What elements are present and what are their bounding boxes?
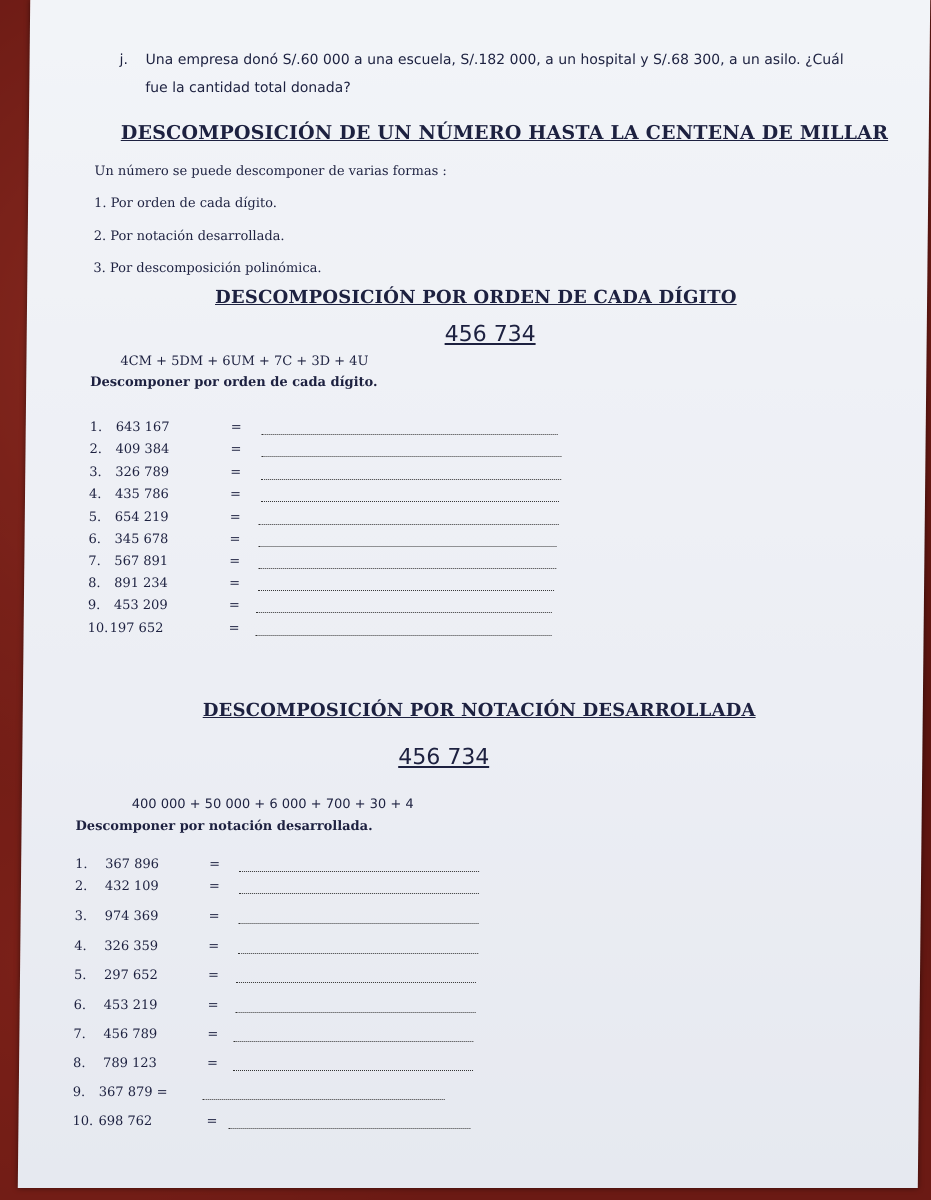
exercise-number: 1. xyxy=(75,857,88,872)
exercise-value: 891 234 xyxy=(114,576,168,591)
exercise-number: 10. xyxy=(87,621,109,636)
exercise-number: 3. xyxy=(74,909,88,924)
answer-line[interactable] xyxy=(256,635,552,636)
section1-instruction: Descomponer por orden de cada dígito. xyxy=(90,375,378,390)
exercise-number: 4. xyxy=(88,487,102,502)
exercise-number: 9. xyxy=(87,598,101,613)
answer-line[interactable] xyxy=(261,456,561,457)
equals-sign: = xyxy=(209,857,221,872)
exercise-value: 432 109 xyxy=(104,879,159,894)
problem-line-1: Una empresa donó S/.60 000 a una escuela, S/.182 000, a un hospital y S/.68 300, a un asilo. ¿Cuál xyxy=(145,52,844,68)
equals-sign: = xyxy=(208,909,220,924)
exercise-value: 197 652 xyxy=(109,621,164,636)
answer-line[interactable] xyxy=(258,568,556,569)
exercise-value: 789 123 xyxy=(103,1056,157,1071)
exercise-value: 974 369 xyxy=(104,909,159,924)
exercise-number: 6. xyxy=(88,532,102,547)
answer-line[interactable] xyxy=(256,612,552,613)
exercise-number: 8. xyxy=(73,1056,86,1071)
exercise-value: 698 762 xyxy=(98,1114,153,1129)
equals-sign: = xyxy=(229,554,241,569)
answer-line[interactable] xyxy=(261,501,559,502)
exercise-number: 2. xyxy=(89,442,102,457)
exercise-value: 453 209 xyxy=(113,598,168,613)
answer-line[interactable] xyxy=(262,434,558,435)
exercise-number: 7. xyxy=(88,554,101,569)
answer-line[interactable] xyxy=(233,1041,473,1042)
exercise-value: 326 789 xyxy=(115,465,170,480)
equals-sign: = xyxy=(230,465,242,480)
answer-line[interactable] xyxy=(258,590,554,591)
equals-sign: = xyxy=(208,939,220,954)
method-3: 3. Por descomposición polinómica. xyxy=(93,261,322,276)
exercise-value: 367 896 xyxy=(105,857,160,872)
exercise-value: 367 879 = xyxy=(98,1085,168,1100)
intro-text: Un número se puede descomponer de varias formas : xyxy=(94,164,447,179)
answer-line[interactable] xyxy=(261,479,561,480)
section2-instruction: Descomponer por notación desarrollada. xyxy=(75,819,373,834)
exercise-value: 654 219 xyxy=(114,510,169,525)
exercise-value: 453 219 xyxy=(103,998,158,1013)
answer-line[interactable] xyxy=(258,546,556,547)
exercise-value: 435 786 xyxy=(114,487,169,502)
answer-line[interactable] xyxy=(203,1099,445,1100)
method-1: 1. Por orden de cada dígito. xyxy=(94,196,277,211)
equals-sign: = xyxy=(207,968,219,983)
exercise-number: 10. xyxy=(72,1114,94,1129)
equals-sign: = xyxy=(206,1114,218,1129)
exercise-value: 567 891 xyxy=(114,554,169,569)
worksheet-page xyxy=(18,0,930,1188)
answer-line[interactable] xyxy=(236,982,476,983)
exercise-number: 8. xyxy=(88,576,101,591)
main-title: DESCOMPOSICIÓN DE UN NÚMERO HASTA LA CENTENA DE MILLAR xyxy=(120,122,889,144)
equals-sign: = xyxy=(208,879,220,894)
answer-line[interactable] xyxy=(233,1070,473,1071)
exercise-number: 5. xyxy=(88,510,102,525)
answer-line[interactable] xyxy=(239,923,479,924)
equals-sign: = xyxy=(229,487,242,502)
exercise-number: 5. xyxy=(73,968,87,983)
section2-title: DESCOMPOSICIÓN POR NOTACIÓN DESARROLLADA xyxy=(202,700,756,721)
exercise-value: 326 359 xyxy=(104,939,159,954)
equals-sign: = xyxy=(229,532,241,547)
equals-sign: = xyxy=(230,420,242,435)
answer-line[interactable] xyxy=(236,1012,476,1013)
equals-sign: = xyxy=(230,442,242,457)
answer-line[interactable] xyxy=(239,871,479,872)
answer-line[interactable] xyxy=(228,1128,470,1129)
equals-sign: = xyxy=(228,598,240,613)
exercise-value: 643 167 xyxy=(115,420,170,435)
exercise-number: 2. xyxy=(74,879,88,894)
equals-sign: = xyxy=(228,621,240,636)
section1-example-expansion: 4CM + 5DM + 6UM + 7C + 3D + 4U xyxy=(120,354,369,369)
exercise-number: 7. xyxy=(73,1027,86,1042)
equals-sign: = xyxy=(207,998,219,1013)
answer-line[interactable] xyxy=(239,893,479,894)
exercise-value: 297 652 xyxy=(103,968,158,983)
method-2: 2. Por notación desarrollada. xyxy=(93,229,285,244)
exercise-number: 1. xyxy=(89,420,103,435)
exercise-number: 3. xyxy=(89,465,102,480)
exercise-value: 456 789 xyxy=(103,1027,158,1042)
answer-line[interactable] xyxy=(259,524,559,525)
equals-sign: = xyxy=(229,576,241,591)
problem-line-2: fue la cantidad total donada? xyxy=(145,80,351,96)
equals-sign: = xyxy=(207,1027,219,1042)
section2-example-number: 456 734 xyxy=(398,745,490,770)
equals-sign: = xyxy=(207,1056,219,1071)
answer-line[interactable] xyxy=(238,953,478,954)
problem-marker: j. xyxy=(119,52,129,68)
exercise-number: 4. xyxy=(74,939,87,954)
exercise-number: 6. xyxy=(73,998,87,1013)
exercise-value: 345 678 xyxy=(114,532,169,547)
section2-example-expansion: 400 000 + 50 000 + 6 000 + 700 + 30 + 4 xyxy=(131,797,414,812)
equals-sign: = xyxy=(229,510,241,525)
exercise-value: 409 384 xyxy=(115,442,170,457)
exercise-number: 9. xyxy=(72,1085,86,1100)
section1-title: DESCOMPOSICIÓN POR ORDEN DE CADA DÍGITO xyxy=(214,287,737,308)
section1-example-number: 456 734 xyxy=(444,322,536,347)
